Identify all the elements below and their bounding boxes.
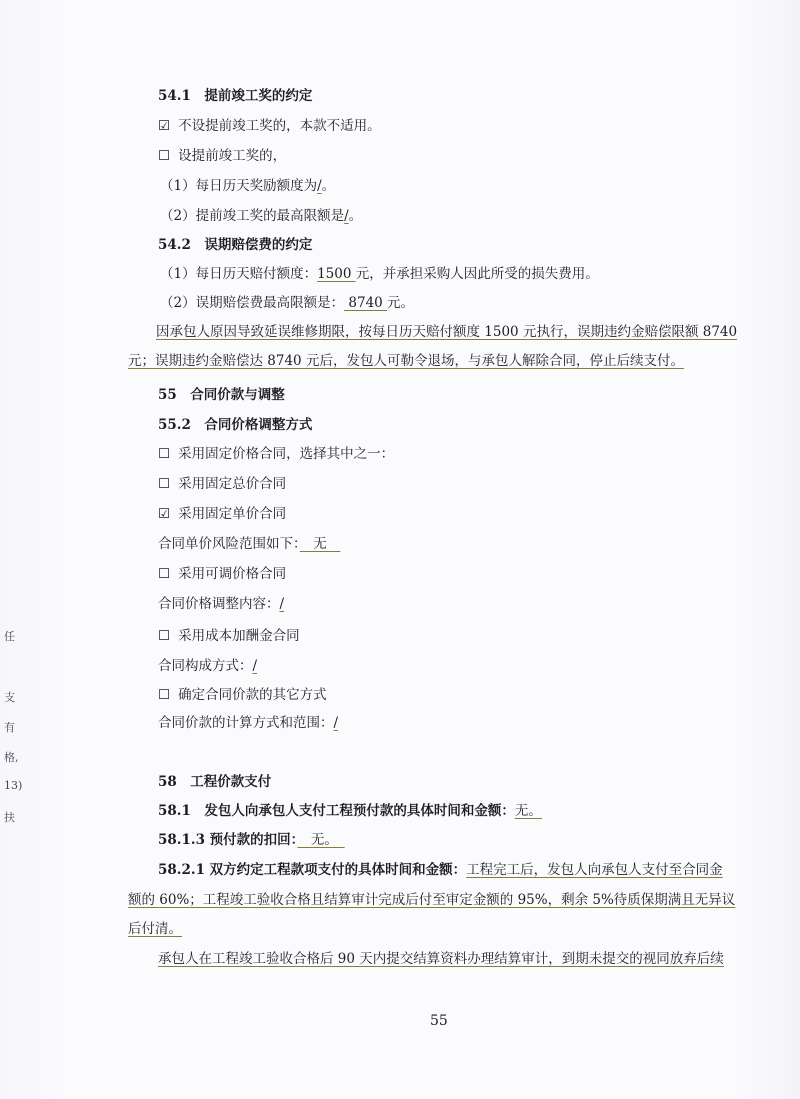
margin-text: 扶: [4, 811, 15, 824]
label: （1）每日历天赔付额度：: [160, 266, 318, 282]
option-label: 采用固定价格合同，选择其中之一：: [178, 446, 395, 462]
margin-text: 有: [4, 721, 15, 734]
value: 8740: [344, 295, 388, 311]
option-fixed-total: [158, 472, 286, 492]
checkbox-empty-icon: ☐: [158, 446, 171, 462]
label: 58.1 发包人向承包人支付工程预付款的具体时间和金额：: [158, 803, 515, 819]
checkbox-checked-icon: ☑: [158, 118, 171, 134]
checkbox-empty-icon: ☐: [158, 628, 171, 644]
label: 合同价格调整内容：: [158, 596, 280, 612]
payment-terms: [158, 858, 723, 878]
value: /: [279, 596, 285, 612]
label: （2）提前竣工奖的最高限额是: [160, 208, 345, 224]
penalty-max: [160, 291, 414, 311]
value: 1500: [317, 266, 356, 282]
option-label: 采用固定单价合同: [178, 506, 287, 522]
checkbox-empty-icon: ☐: [158, 687, 171, 703]
heading-54-1: 54.1 提前竣工奖的约定: [158, 88, 313, 104]
value: 无: [299, 536, 341, 552]
option-label: 确定合同价款的其它方式: [178, 687, 327, 703]
punct: 。: [348, 208, 363, 224]
margin-text: 任: [4, 630, 15, 643]
label: 58.2.1 双方约定工程款项支付的具体时间和金额：: [158, 862, 467, 878]
option-label: 设提前竣工奖的，: [178, 148, 287, 164]
option-no-bonus: [158, 114, 381, 134]
adjust-content: [158, 592, 284, 612]
margin-text: 支: [4, 691, 15, 704]
value: /: [333, 715, 339, 731]
settlement-paragraph: 承包人在工程竣工验收合格后 90 天内提交结算资料办理结算审计，到期未提交的视同放弃后续: [158, 951, 724, 967]
heading-55: 55 合同价款与调整: [158, 387, 285, 403]
value: /: [344, 208, 349, 224]
page-number: 55: [430, 1013, 448, 1029]
option-adjustable: [158, 562, 286, 582]
suffix: 元，并承担采购人因此所受的损失费用。: [355, 266, 599, 282]
advance-payment: [158, 799, 542, 819]
penalty-daily: [160, 262, 599, 282]
label: 合同价款的计算方式和范围：: [158, 715, 334, 731]
option-cost-plus: [158, 624, 300, 644]
value: /: [317, 178, 322, 194]
margin-text: 格,: [4, 751, 19, 764]
option-fixed-price: [158, 442, 394, 462]
payment-terms-line3: 后付清。: [128, 921, 182, 937]
bonus-daily: [160, 174, 335, 194]
composition: [158, 654, 257, 674]
option-bonus: [158, 144, 286, 164]
checkbox-empty-icon: ☐: [158, 476, 171, 492]
label: （1）每日历天奖励额度为: [160, 178, 318, 194]
option-label: 采用成本加酬金合同: [178, 628, 300, 644]
label: 合同构成方式：: [158, 658, 253, 674]
unit-risk-range: [158, 532, 340, 552]
payment-terms-line2: 额的 60%；工程竣工验收合格且结算审计完成后付至审定金额的 95%，剩余 5%待质保期满且无异议: [128, 892, 736, 908]
label: （2）误期赔偿费最高限额是：: [160, 295, 345, 311]
heading-54-2: 54.2 误期赔偿费的约定: [158, 237, 313, 253]
penalty-paragraph-line2: 元；误期违约金赔偿达 8740 元后，发包人可勒令退场，与承包人解除合同，停止后续支付。: [128, 353, 684, 369]
penalty-paragraph-line1: 因承包人原因导致延误维修期限，按每日历天赔付额度 1500 元执行，误期违约金赔偿限额 8740: [156, 324, 738, 340]
option-other: [158, 683, 327, 703]
checkbox-empty-icon: ☐: [158, 148, 171, 164]
value: 工程完工后，发包人向承包人支付至合同金: [466, 862, 723, 878]
option-label: 采用固定总价合同: [178, 476, 287, 492]
advance-deduction: [158, 828, 345, 848]
label: 58.1.3 预付款的扣回：: [158, 832, 298, 848]
option-label: 采用可调价格合同: [178, 566, 287, 582]
option-fixed-unit: [158, 502, 286, 522]
label: 合同单价风险范围如下：: [158, 536, 300, 552]
calc-method: [158, 711, 338, 731]
margin-text: 13): [4, 779, 23, 792]
bonus-max: [160, 204, 362, 224]
heading-58: 58 工程价款支付: [158, 774, 272, 790]
value: /: [252, 658, 258, 674]
value: 无。: [514, 803, 542, 819]
checkbox-checked-icon: ☑: [158, 506, 171, 522]
checkbox-empty-icon: ☐: [158, 566, 171, 582]
punct: 。: [321, 178, 336, 194]
option-label: 不设提前竣工奖的，本款不适用。: [178, 118, 381, 134]
heading-55-2: 55.2 合同价格调整方式: [158, 417, 313, 433]
value: 无。: [297, 832, 345, 848]
suffix: 元。: [387, 295, 415, 311]
